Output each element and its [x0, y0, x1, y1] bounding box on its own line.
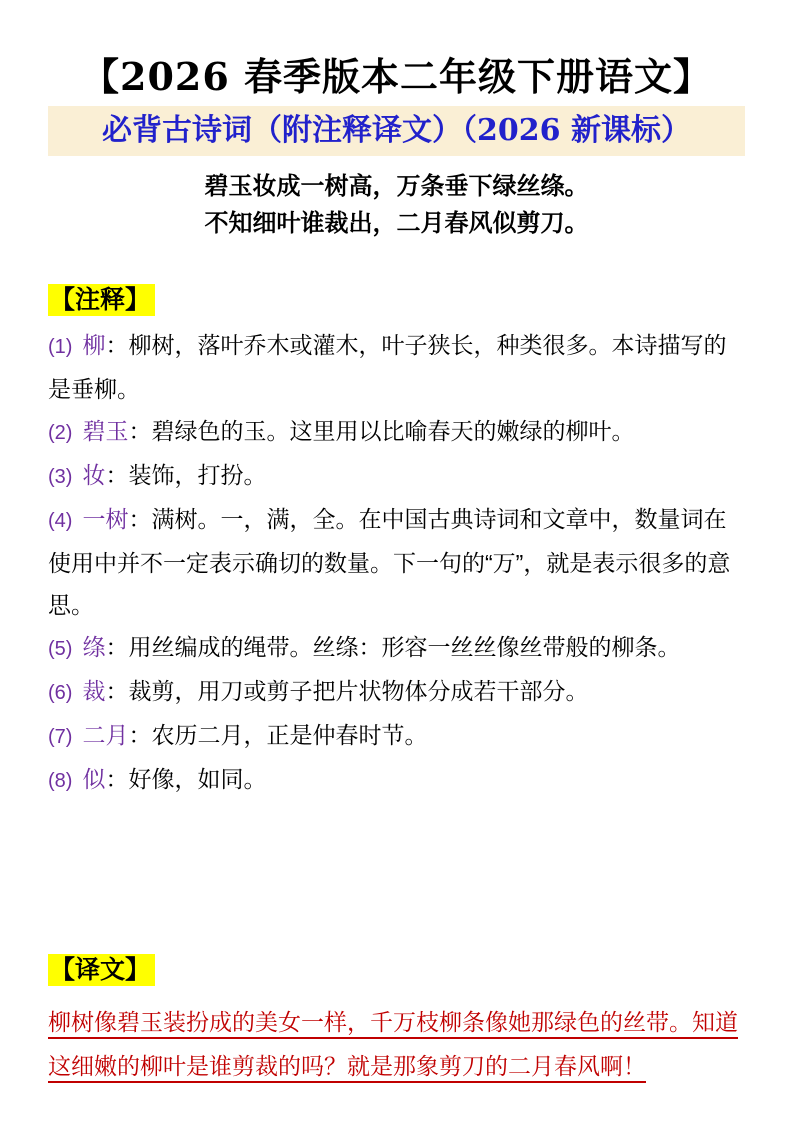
note-term: 柳	[82, 332, 106, 358]
note-number: (2)	[48, 422, 73, 444]
note-item-8	[48, 758, 745, 802]
note-number: (8)	[48, 770, 73, 792]
document-title: 【2026 春季版本二年级下册语文】	[81, 54, 712, 99]
note-item-3	[48, 454, 745, 498]
subtitle-text: 必背古诗词（附注释译文）（2026 新课标）	[102, 113, 691, 148]
note-term: 绦	[82, 634, 106, 660]
notes-list	[48, 324, 745, 802]
note-text: ：好像，如同。	[105, 766, 267, 792]
note-item-2	[48, 410, 745, 454]
note-number: (3)	[48, 466, 73, 488]
note-text: ：裁剪，用刀或剪子把片状物体分成若干部分。	[105, 678, 589, 704]
note-term: 裁	[82, 678, 106, 704]
note-term: 似	[82, 766, 106, 792]
note-text: ：碧绿色的玉。这里用以比喻春天的嫩绿的柳叶。	[128, 418, 635, 444]
note-item-5	[48, 626, 745, 670]
translation-text: 柳树像碧玉装扮成的美女一样，千万枝柳条像她那绿色的丝带。知道这细嫩的柳叶是谁剪裁的吗？就是那象剪刀的二月春风啊！	[48, 1009, 738, 1079]
note-number: (7)	[48, 726, 73, 748]
poem	[48, 168, 745, 242]
notes-heading-label: 【注释】	[48, 284, 155, 316]
translation-section-heading	[48, 954, 745, 986]
note-text: ：柳树，落叶乔木或灌木，叶子狭长，种类很多。本诗描写的是垂柳。	[48, 332, 727, 402]
note-number: (4)	[48, 510, 73, 532]
poem-line-2: 不知细叶谁裁出，二月春风似剪刀。	[204, 210, 589, 237]
note-item-7	[48, 714, 745, 758]
note-term: 一树	[82, 506, 129, 532]
note-text: ：装饰，打扮。	[105, 462, 267, 488]
note-number: (5)	[48, 638, 73, 660]
poem-line-1: 碧玉妆成一树高，万条垂下绿丝绦。	[204, 173, 589, 200]
subtitle-banner	[48, 106, 745, 156]
note-number: (6)	[48, 682, 73, 704]
translation-heading-label: 【译文】	[48, 954, 155, 986]
note-item-6	[48, 670, 745, 714]
note-item-4	[48, 498, 745, 626]
note-text: ：农历二月，正是仲春时节。	[128, 722, 428, 748]
note-term: 二月	[82, 722, 129, 748]
note-item-1	[48, 324, 745, 410]
notes-section-heading	[48, 284, 745, 316]
note-term: 碧玉	[82, 418, 129, 444]
note-term: 妆	[82, 462, 106, 488]
note-number: (1)	[48, 336, 73, 358]
note-text: ：满树。一，满，全。在中国古典诗词和文章中，数量词在使用中并不一定表示确切的数量。下一句的“万”，就是表示很多的意思。	[48, 506, 731, 618]
note-text: ：用丝编成的绳带。丝绦：形容一丝丝像丝带般的柳条。	[105, 634, 681, 660]
